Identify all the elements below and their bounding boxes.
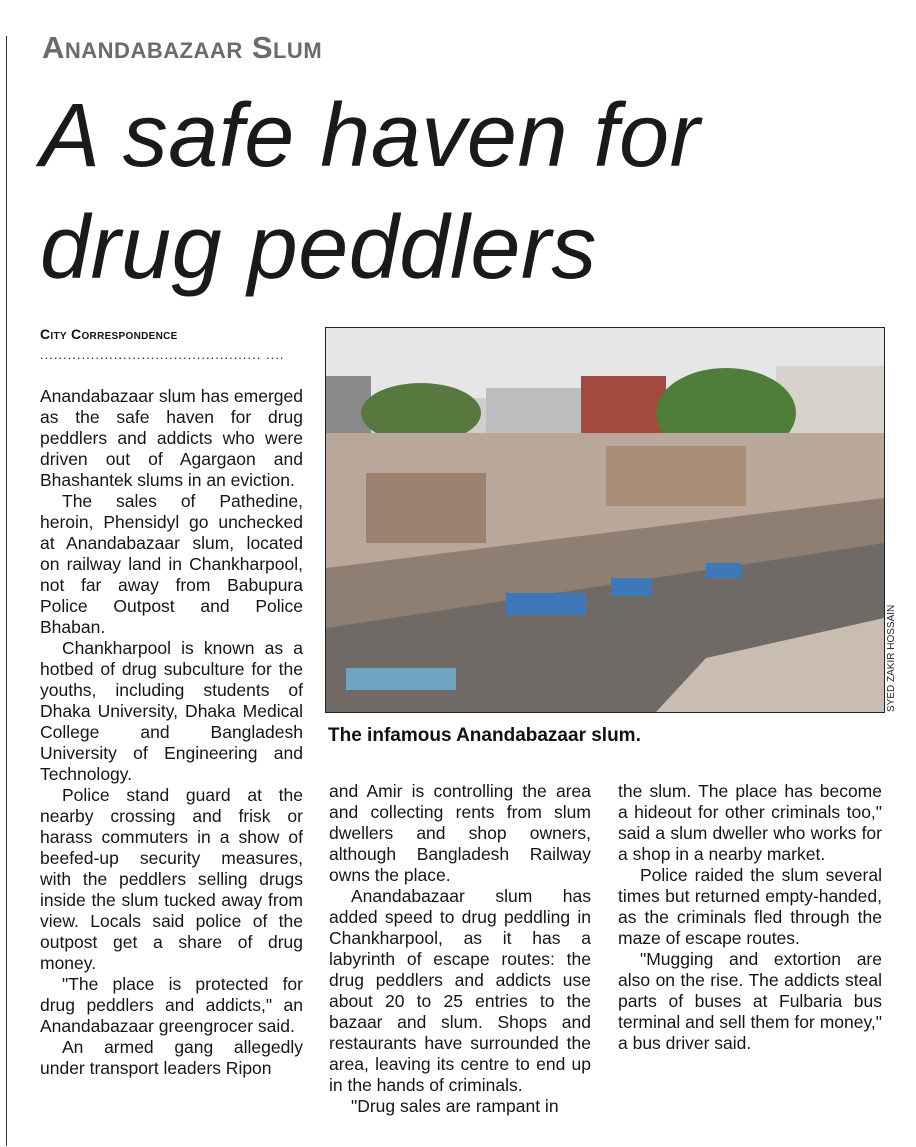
paragraph: Police stand guard at the nearby crossing and frisk or harass commuters in a show of beefed-up security measures, with the peddlers selling drugs inside the slum tucked away from view. Locals said police of the outpost get a share of drug money. xyxy=(40,785,303,973)
article-column-3 xyxy=(618,781,882,1054)
byline-separator: ................................................ .... xyxy=(40,347,285,362)
paragraph: Chankharpool is known as a hotbed of drug subculture for the youths, including students of Dhaka University, Dhaka Medical College and Bangladesh University of Engineering and Technology. xyxy=(40,638,303,784)
headline: A safe haven for drug peddlers xyxy=(40,86,701,298)
paragraph: and Amir is controlling the area and collecting rents from slum dwellers and shop owners, although Bangladesh Railway owns the place. xyxy=(329,781,591,885)
column-rule xyxy=(6,36,7,1146)
slum-photo xyxy=(325,327,885,713)
article-column-2 xyxy=(329,781,591,1117)
paragraph: Police raided the slum several times but returned empty-handed, as the criminals fled through the maze of escape routes. xyxy=(618,865,882,948)
paragraph: "Mugging and extortion are also on the rise. The addicts steal parts of buses at Fulbaria bus terminal and sell them for money," a bus driver said. xyxy=(618,949,882,1053)
photo-caption: The infamous Anandabazaar slum. xyxy=(328,725,641,746)
section-kicker: Anandabazaar Slum xyxy=(42,30,323,65)
paragraph: The sales of Pathedine, heroin, Phensidyl go unchecked at Anandabazaar slum, located on railway land in Chankharpool, not far away from Babupura Police Outpost and Police Bhaban. xyxy=(40,491,303,637)
byline: City Correspondence xyxy=(40,326,178,342)
paragraph: Anandabazaar slum has added speed to drug peddling in Chankharpool, as it has a labyrinth of escape routes: the drug peddlers and addicts use about 20 to 25 entries to the bazaar and slum. Shops and restaurants have surrounded the area, leaving its centre to end up in the hands of criminals. xyxy=(329,886,591,1095)
paragraph: "Drug sales are rampant in xyxy=(351,1096,559,1116)
photo-credit: SYED ZAKIR HOSSAIN xyxy=(886,604,897,712)
paragraph: An armed gang allegedly under transport leaders Ripon xyxy=(40,1037,303,1078)
paragraph: Anandabazaar slum has emerged as the safe haven for drug peddlers and addicts who were driven out of Agargaon and Bhashantek slums in an eviction. xyxy=(40,386,303,490)
paragraph: the slum. The place has become a hideout for other criminals too," said a slum dweller who works for a shop in a nearby market. xyxy=(618,781,882,864)
paragraph: "The place is protected for drug peddlers and addicts," an Anandabazaar greengrocer said. xyxy=(40,974,303,1036)
article-column-1 xyxy=(40,386,303,1079)
